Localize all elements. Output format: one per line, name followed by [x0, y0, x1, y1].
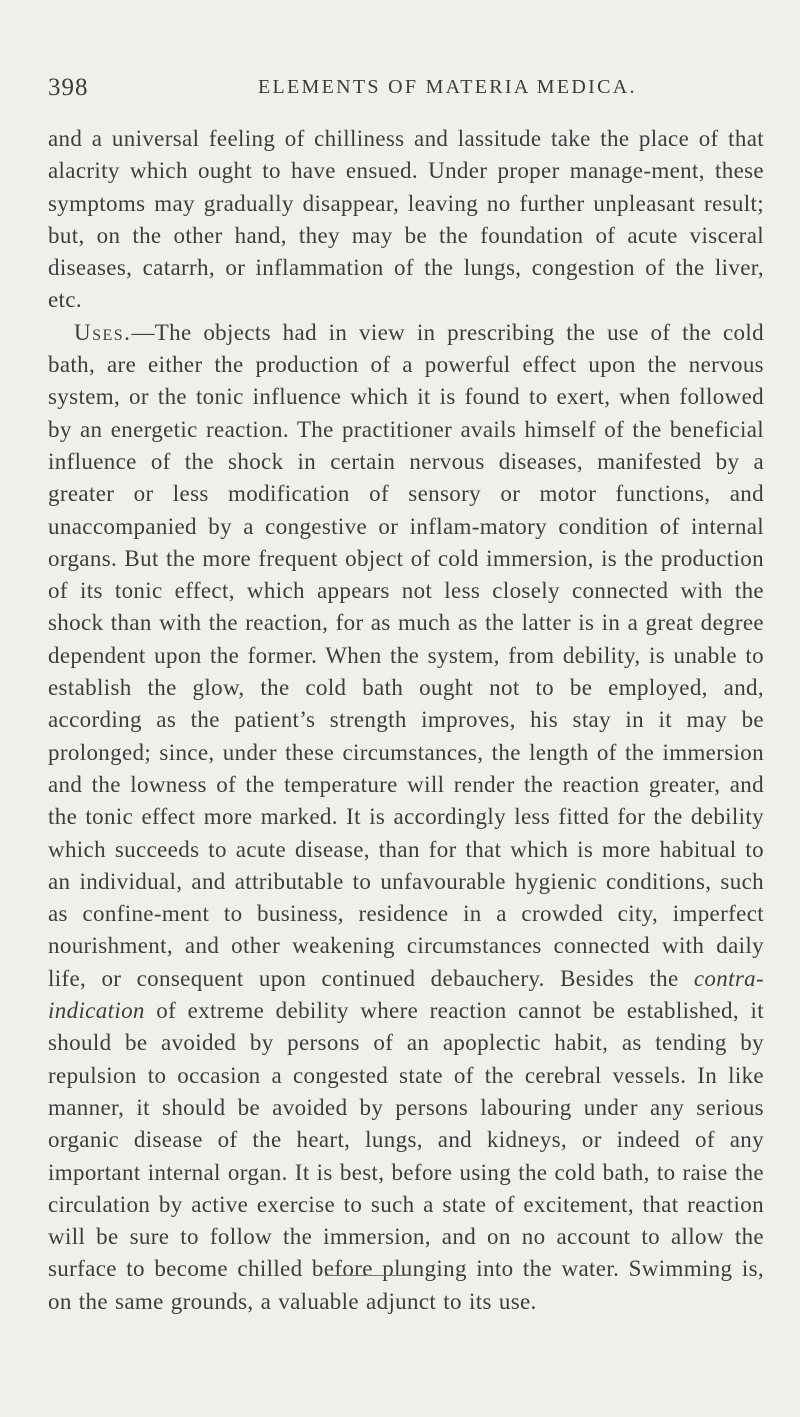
italic-term: contra-indication: [48, 965, 764, 1024]
running-title: ELEMENTS OF MATERIA MEDICA.: [258, 76, 637, 98]
book-page: [48, 0, 764, 1417]
paragraph-text: —The objects had in view in prescribing the use of the cold bath, are either the production of a powerful effect upon the nervous system, or the tonic influence which it is found to exert, when followed by an energetic reaction. The practitioner avails himself of the beneficial influence of the shock in certain nervous diseases, manifested by a greater or less modification of sensory or motor functions, and unaccompanied by a congestive or inflam-matory condition of internal organs. But the more frequent object of cold immersion, is the production of its tonic effect, which appears not less closely connected with the shock than with the reaction, for as much as the latter is in a great degree dependent upon the former. When the system, from debility, is unable to establish the glow, the cold bath ought not to be employed, and, according as the patient’s strength improves, his stay in it may be prolonged; since, under these circumstances, the length of the immersion and the lowness of the temperature will render the reaction greater, and the tonic effect more marked. It is accordingly less fitted for the debility which succeeds to acute disease, than for that which is more habitual to an individual, and attributable to unfavourable hygienic conditions, such as confine-ment to business, residence in a crowded city, imperfect nourishment, and other weakening circumstances connected with daily life, or consequent upon continued debauchery. Besides the: [48, 319, 764, 991]
paragraph-uses: [48, 317, 764, 1318]
page-number: 398: [48, 74, 89, 101]
paragraph-continuation: and a universal feeling of chilliness and lassitude take the place of that alacrity which ought to have ensued. Under proper manage-ment, these symptoms may gradually disappear, leaving no further unpleasant result; but, on the other hand, they may be the foundation of acute visceral diseases, catarrh, or inflammation of the lungs, congestion of the liver, etc.: [48, 126, 764, 313]
body-text: [48, 123, 764, 1318]
paragraph-text-continued: of extreme debility where reaction cannot be established, it should be avoided by persons of an apoplectic habit, as tending by repulsion to occasion a congested state of the cerebral vessels. In like manner, it should be avoided by persons labouring under any serious organic disease of the heart, lungs, and kidneys, or indeed of any important internal organ. It is best, before using the cold bath, to raise the circulation by active exercise to such a state of excitement, that reaction will be sure to follow the immersion, and on no account to allow the surface to become chilled before plunging into the water. Swimming is, on the same grounds, a valuable adjunct to its use.: [48, 998, 764, 1314]
section-heading-uses: Uses.: [74, 319, 132, 345]
section-end-rule: [325, 1275, 411, 1276]
running-head: [48, 74, 764, 104]
